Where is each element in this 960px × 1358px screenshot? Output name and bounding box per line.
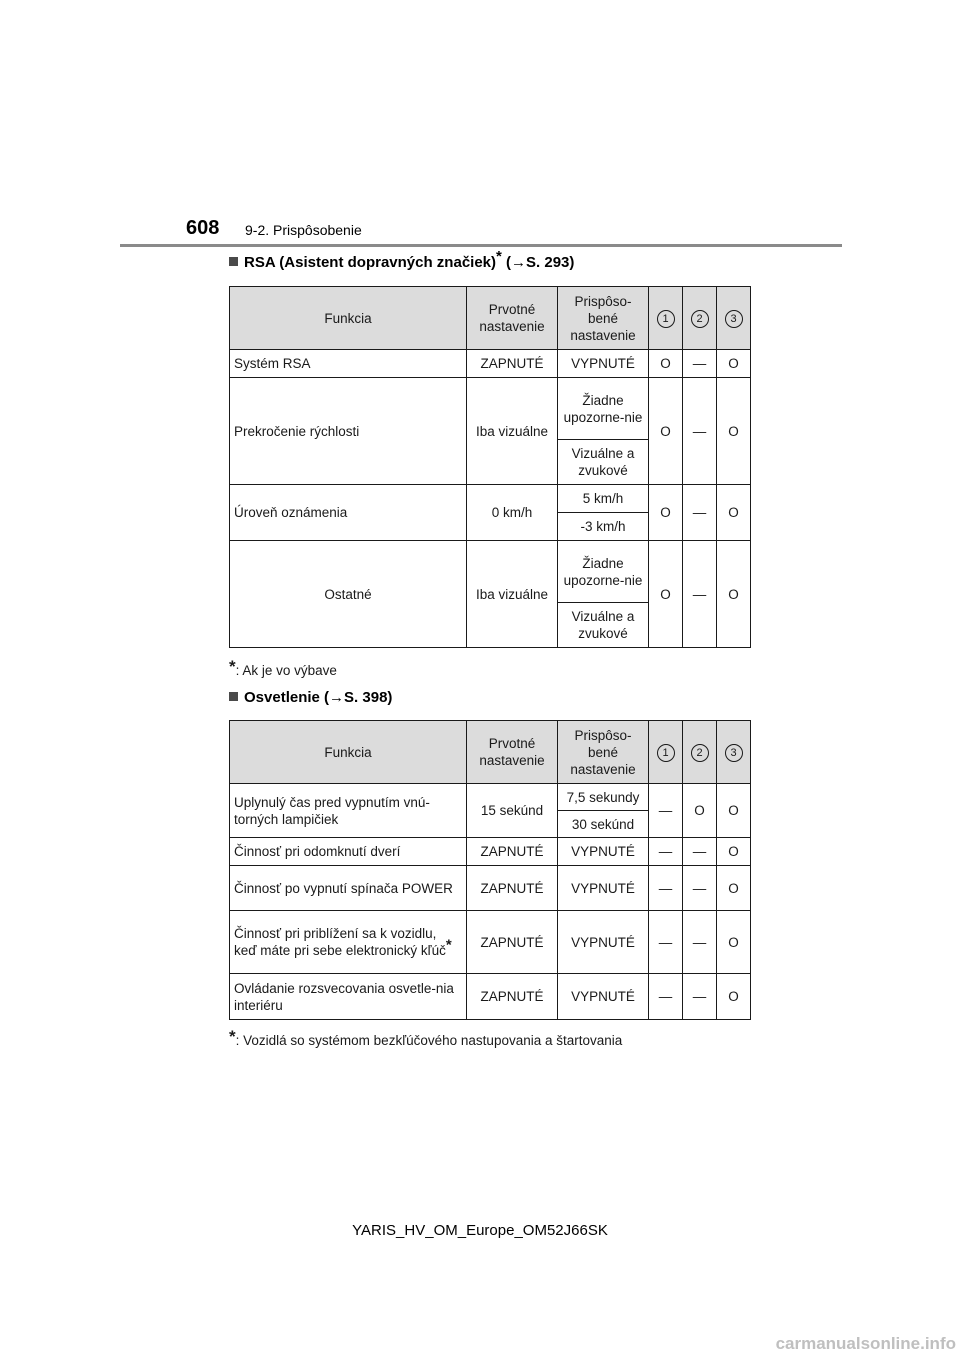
circled-3-icon: 3 bbox=[725, 310, 743, 328]
col-prispos: Prispôso-bené nastavenie bbox=[558, 721, 649, 784]
osvetlenie-table bbox=[229, 720, 751, 1020]
cell-prispos: 7,5 sekundy bbox=[558, 784, 649, 811]
col-funkcia: Funkcia bbox=[230, 721, 467, 784]
square-bullet-icon bbox=[229, 257, 238, 266]
cell-c3: O bbox=[717, 784, 751, 838]
cell-funkcia: Úroveň oznámenia bbox=[230, 485, 467, 541]
cell-c1: — bbox=[649, 866, 683, 911]
cell-c3: O bbox=[717, 350, 751, 378]
table-row bbox=[230, 911, 751, 974]
cell-prispos: Žiadne upozorne-nie bbox=[558, 541, 649, 603]
cell-prvotne: 0 km/h bbox=[467, 485, 558, 541]
cell-c2: — bbox=[683, 378, 717, 485]
circled-3-icon: 3 bbox=[725, 744, 743, 762]
footnote-star: * bbox=[229, 657, 236, 676]
cell-prispos: VYPNUTÉ bbox=[558, 866, 649, 911]
square-bullet-icon bbox=[229, 692, 238, 701]
cell-funkcia: Ostatné bbox=[230, 541, 467, 648]
cell-c2: — bbox=[683, 974, 717, 1020]
col-prvotne: Prvotné nastavenie bbox=[467, 287, 558, 350]
table-header-row bbox=[230, 287, 751, 350]
cell-prvotne: ZAPNUTÉ bbox=[467, 866, 558, 911]
cell-prvotne: Iba vizuálne bbox=[467, 378, 558, 485]
table-row bbox=[230, 974, 751, 1020]
section-title: 9-2. Prispôsobenie bbox=[245, 222, 362, 238]
cell-c2: — bbox=[683, 838, 717, 866]
rsa-heading bbox=[229, 248, 575, 271]
cell-c3: O bbox=[717, 485, 751, 541]
osvetlenie-footnote bbox=[229, 1027, 623, 1050]
cell-c2: O bbox=[683, 784, 717, 838]
table-row bbox=[230, 784, 751, 811]
cell-c3: O bbox=[717, 838, 751, 866]
cell-prispos: 30 sekúnd bbox=[558, 811, 649, 838]
cell-funkcia bbox=[230, 911, 467, 974]
osvetlenie-heading bbox=[229, 689, 392, 706]
cell-funkcia: Činnosť pri odomknutí dverí bbox=[230, 838, 467, 866]
cell-c3: O bbox=[717, 911, 751, 974]
cell-funkcia: Uplynulý čas pred vypnutím vnú-torných lampičiek bbox=[230, 784, 467, 838]
table-header-row bbox=[230, 721, 751, 784]
circled-2-icon: 2 bbox=[691, 744, 709, 762]
cell-funkcia: Činnosť po vypnutí spínača POWER bbox=[230, 866, 467, 911]
cell-c2: — bbox=[683, 911, 717, 974]
rsa-table bbox=[229, 286, 751, 648]
cell-prvotne: 15 sekúnd bbox=[467, 784, 558, 838]
cell-prispos: -3 km/h bbox=[558, 513, 649, 541]
rsa-heading-ref: (→S. 293) bbox=[506, 254, 575, 271]
col-prispos: Prispôso-bené nastavenie bbox=[558, 287, 649, 350]
document-id: YARIS_HV_OM_Europe_OM52J66SK bbox=[352, 1222, 608, 1239]
table-row bbox=[230, 378, 751, 440]
cell-prispos: VYPNUTÉ bbox=[558, 974, 649, 1020]
cell-prvotne: Iba vizuálne bbox=[467, 541, 558, 648]
table-row bbox=[230, 350, 751, 378]
cell-funkcia-text: Činnosť pri priblížení sa k vozidlu, keď máte pri sebe elektronický kľúč bbox=[234, 926, 446, 958]
rsa-heading-text: RSA (Asistent dopravných značiek) bbox=[244, 254, 497, 271]
cell-c3: O bbox=[717, 974, 751, 1020]
table-row bbox=[230, 838, 751, 866]
footnote-star: * bbox=[229, 1027, 236, 1046]
cell-c1: O bbox=[649, 485, 683, 541]
cell-prvotne: ZAPNUTÉ bbox=[467, 838, 558, 866]
cell-c1: O bbox=[649, 350, 683, 378]
cell-prispos: VYPNUTÉ bbox=[558, 350, 649, 378]
osvetlenie-heading-text: Osvetlenie bbox=[244, 689, 320, 706]
cell-c2: — bbox=[683, 541, 717, 648]
cell-c1: — bbox=[649, 911, 683, 974]
cell-c3: O bbox=[717, 866, 751, 911]
cell-prvotne: ZAPNUTÉ bbox=[467, 911, 558, 974]
cell-prvotne: ZAPNUTÉ bbox=[467, 974, 558, 1020]
funkcia-star: * bbox=[445, 936, 452, 954]
cell-prvotne: ZAPNUTÉ bbox=[467, 350, 558, 378]
cell-prispos: Žiadne upozorne-nie bbox=[558, 378, 649, 440]
cell-c1: — bbox=[649, 974, 683, 1020]
cell-c3: O bbox=[717, 378, 751, 485]
cell-c1: — bbox=[649, 784, 683, 838]
rsa-heading-star: * bbox=[496, 248, 502, 265]
cell-c2: — bbox=[683, 350, 717, 378]
rsa-footnote bbox=[229, 657, 337, 680]
cell-c1: — bbox=[649, 838, 683, 866]
cell-funkcia: Prekročenie rýchlosti bbox=[230, 378, 467, 485]
header-divider bbox=[120, 244, 842, 247]
page-number: 608 bbox=[186, 217, 220, 239]
cell-c1: O bbox=[649, 541, 683, 648]
cell-prispos: Vizuálne a zvukové bbox=[558, 440, 649, 485]
table-row bbox=[230, 866, 751, 911]
circled-1-icon: 1 bbox=[657, 744, 675, 762]
osvetlenie-heading-ref: (→S. 398) bbox=[324, 689, 393, 706]
cell-prispos: 5 km/h bbox=[558, 485, 649, 513]
footnote-text: : Ak je vo výbave bbox=[235, 663, 337, 678]
circled-2-icon: 2 bbox=[691, 310, 709, 328]
cell-prispos: VYPNUTÉ bbox=[558, 838, 649, 866]
col-funkcia: Funkcia bbox=[230, 287, 467, 350]
cell-funkcia: Ovládanie rozsvecovania osvetle-nia interiéru bbox=[230, 974, 467, 1020]
cell-c2: — bbox=[683, 866, 717, 911]
circled-1-icon: 1 bbox=[657, 310, 675, 328]
footnote-text: : Vozidlá so systémom bezkľúčového nastupovania a štartovania bbox=[235, 1033, 623, 1048]
cell-c1: O bbox=[649, 378, 683, 485]
cell-funkcia: Systém RSA bbox=[230, 350, 467, 378]
cell-prispos: Vizuálne a zvukové bbox=[558, 603, 649, 648]
table-row bbox=[230, 541, 751, 603]
col-prvotne: Prvotné nastavenie bbox=[467, 721, 558, 784]
cell-c3: O bbox=[717, 541, 751, 648]
cell-prispos: VYPNUTÉ bbox=[558, 911, 649, 974]
watermark: carmanualsonline.info bbox=[775, 1334, 956, 1353]
cell-c2: — bbox=[683, 485, 717, 541]
table-row bbox=[230, 485, 751, 513]
